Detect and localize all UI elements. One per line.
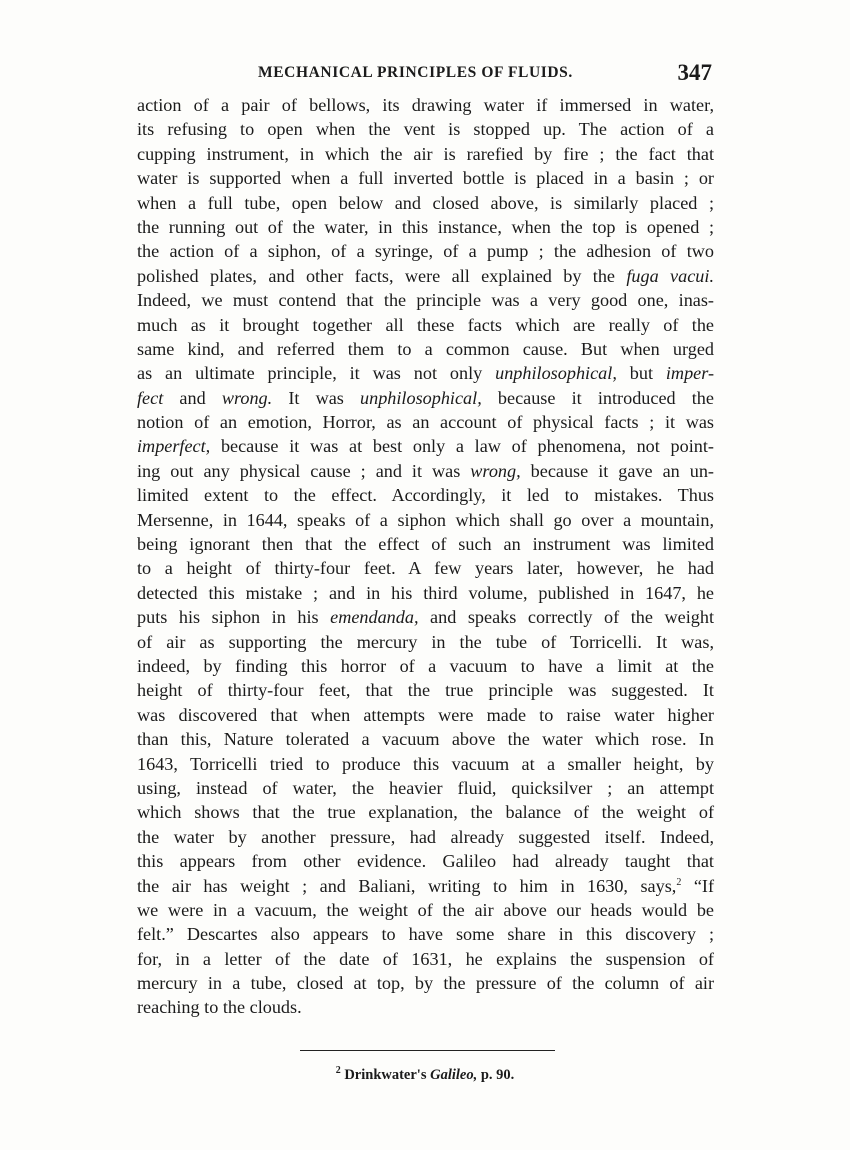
text-segment: same kind, and referred them to a common cause. But when urged: [137, 338, 714, 359]
text-segment: Indeed, we must contend that the principle was a very good one, inas-: [137, 290, 714, 311]
text-segment: its refusing to open when the vent is stopped up. The action of a: [137, 119, 714, 140]
text-line: [137, 922, 714, 946]
text-line: [137, 874, 714, 898]
text-segment: using, instead of water, the heavier fluid, quicksilver ; an attempt: [137, 777, 714, 798]
text-segment: the water by another pressure, had already suggested itself. Indeed,: [137, 826, 714, 847]
text-line: [137, 752, 714, 776]
footnote-text-before: Drinkwater's: [340, 1067, 431, 1083]
text-segment: and: [163, 387, 222, 408]
footnote-reference: 2: [676, 876, 682, 888]
page-number: 347: [677, 60, 712, 85]
text-line: [137, 337, 714, 361]
text-segment: of air as supporting the mercury in the tube of Torricelli. It was,: [137, 631, 714, 652]
text-segment: ing out any physical cause ; and it was: [137, 460, 471, 481]
italic-text: fect: [137, 387, 164, 408]
italic-text: imperfect,: [137, 436, 211, 457]
text-segment: cupping instrument, in which the air is rarefied by fire ; the fact that: [137, 143, 714, 164]
text-segment: to a height of thirty-four feet. A few years later, however, he had: [137, 558, 714, 579]
text-segment: was discovered that when attempts were made to raise water higher: [137, 704, 714, 725]
text-segment: 1643, Torricelli tried to produce this vacuum at a smaller height, by: [137, 753, 714, 774]
text-segment: the air has weight ; and Baliani, writing to him in 1630, says,: [137, 875, 677, 896]
italic-text: unphilosophical,: [360, 387, 482, 408]
text-line: [137, 971, 714, 995]
text-segment: water is supported when a full inverted bottle is placed in a basin ; or: [137, 168, 714, 189]
text-line: [137, 849, 714, 873]
footnote-divider: [300, 1050, 555, 1051]
text-line: [137, 508, 714, 532]
body-text: [137, 93, 714, 1020]
text-segment: “If: [681, 875, 715, 896]
text-line: [137, 410, 714, 434]
text-line: [137, 776, 714, 800]
text-line: [137, 532, 714, 556]
text-segment: the running out of the water, in this instance, when the top is opened ;: [137, 216, 714, 237]
running-title: MECHANICAL PRINCIPLES OF FLUIDS.: [258, 64, 573, 81]
text-line: [137, 947, 714, 971]
text-segment: detected this mistake ; and in his third volume, published in 1647, he: [137, 582, 714, 603]
footnote-marker: 2: [335, 1065, 341, 1077]
text-line: [137, 288, 714, 312]
text-segment: polished plates, and other facts, were all explained by the: [137, 265, 627, 286]
text-segment: limited extent to the effect. Accordingly, it led to mistakes. Thus: [137, 485, 714, 506]
text-line: [137, 678, 714, 702]
italic-text: fuga vacui.: [626, 265, 714, 286]
text-segment: being ignorant then that the effect of such an instrument was limited: [137, 534, 714, 555]
italic-text: unphilosophical,: [495, 363, 617, 384]
text-line: [137, 654, 714, 678]
text-segment: but: [616, 363, 666, 384]
italic-text: wrong,: [470, 460, 521, 481]
text-segment: puts his siphon in his: [137, 607, 331, 628]
text-line: [137, 825, 714, 849]
text-segment: action of a pair of bellows, its drawing water if immersed in water,: [137, 95, 714, 115]
text-segment: mercury in a tube, closed at top, by the pressure of the column of air: [137, 973, 714, 994]
running-head: [138, 62, 712, 90]
text-line: [137, 630, 714, 654]
text-line: [137, 142, 714, 166]
footnote-text-after: p. 90.: [477, 1067, 515, 1083]
text-segment: for, in a letter of the date of 1631, he explains the suspension of: [137, 948, 714, 969]
text-line: [137, 361, 714, 385]
text-line: [137, 605, 714, 629]
text-segment: height of thirty-four feet, that the true principle was suggested. It: [137, 680, 714, 701]
text-segment: which shows that the true explanation, the balance of the weight of: [137, 802, 714, 823]
text-line: [137, 556, 714, 580]
text-line: [137, 703, 714, 727]
text-segment: than this, Nature tolerated a vacuum above the water which rose. In: [137, 729, 714, 750]
text-segment: notion of an emotion, Horror, as an account of physical facts ; it was: [137, 412, 714, 433]
text-line: [137, 995, 714, 1019]
text-line: [137, 166, 714, 190]
italic-text: emendanda,: [330, 607, 419, 628]
text-line: [137, 264, 714, 288]
text-segment: when a full tube, open below and closed above, is similarly placed ;: [137, 192, 714, 213]
italic-text: imper-: [665, 363, 714, 384]
text-line: [137, 239, 714, 263]
italic-text: wrong.: [221, 387, 273, 408]
text-line: [137, 459, 714, 483]
text-segment: this appears from other evidence. Galileo had already taught that: [137, 851, 714, 872]
text-segment: because it was at best only a law of phenomena, not point-: [210, 436, 714, 457]
text-segment: much as it brought together all these facts which are really of the: [137, 314, 714, 335]
text-segment: felt.” Descartes also appears to have some share in this discovery ;: [137, 924, 714, 945]
text-segment: Mersenne, in 1644, speaks of a siphon which shall go over a mountain,: [137, 509, 714, 530]
text-segment: because it gave an un-: [520, 460, 714, 481]
text-line: [137, 898, 714, 922]
text-segment: because it introduced the: [481, 387, 714, 408]
text-segment: and speaks correctly of the weight: [418, 607, 714, 628]
text-line: [137, 581, 714, 605]
text-segment: indeed, by finding this horror of a vacuum to have a limit at the: [137, 655, 714, 676]
footnote-title: Galileo,: [430, 1067, 478, 1083]
text-segment: the action of a siphon, of a syringe, of a pump ; the adhesion of two: [137, 241, 714, 262]
text-line: [137, 483, 714, 507]
text-line: [137, 727, 714, 751]
footnote: [0, 1067, 850, 1084]
text-segment: It was: [272, 387, 360, 408]
text-line: [137, 191, 714, 215]
text-segment: reaching to the clouds.: [137, 997, 302, 1018]
text-line: [137, 93, 714, 117]
text-line: [137, 800, 714, 824]
text-segment: as an ultimate principle, it was not only: [137, 363, 496, 384]
text-segment: we were in a vacuum, the weight of the air above our heads would be: [137, 899, 714, 920]
text-line: [137, 434, 714, 458]
text-line: [137, 117, 714, 141]
text-line: [137, 313, 714, 337]
text-line: [137, 215, 714, 239]
text-line: [137, 386, 714, 410]
